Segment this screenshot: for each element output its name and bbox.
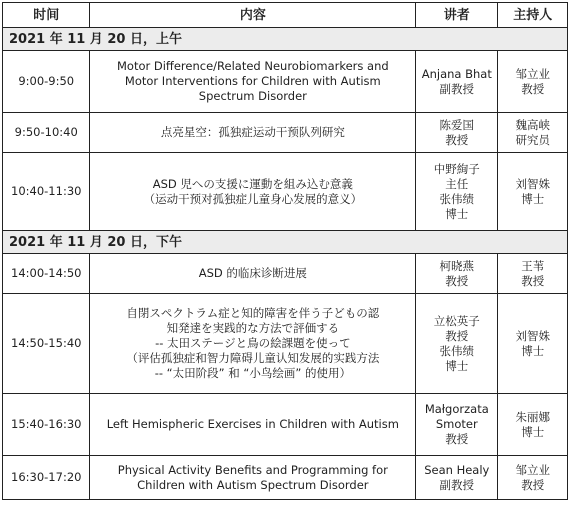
content-cell: [90, 254, 416, 294]
speaker-line: Smoter: [435, 417, 478, 431]
time-cell: 9:50-10:40: [3, 113, 90, 153]
time-cell: 10:40-11:30: [3, 153, 90, 231]
header-speaker: 讲者: [416, 3, 498, 28]
speaker-cell: [416, 113, 498, 153]
schedule-body: [3, 28, 568, 500]
content-cell: [90, 294, 416, 394]
speaker-line: 主任: [445, 176, 469, 191]
content-line: 自閉スペクトラム症と知的障害を伴う子どもの認: [126, 306, 380, 320]
header-row: [3, 3, 568, 28]
content-cell: [90, 153, 416, 231]
table-row: [3, 254, 568, 294]
content-line: 知発達を実践的な方法で評価する: [166, 321, 340, 335]
section-morning-label: 2021 年 11 月 20 日，上午: [3, 28, 568, 51]
host-line: 教授: [521, 273, 545, 288]
content-line: Motor Interventions for Children with Autism: [124, 74, 381, 88]
content-line: -- “太田阶段” 和 “小鸟绘画” 的使用）: [154, 366, 351, 380]
table-row: [3, 456, 568, 500]
speaker-line: 教授: [445, 132, 469, 147]
speaker-line: 副教授: [439, 477, 475, 492]
host-line: 魏高峡: [515, 117, 550, 132]
speaker-line: 教授: [445, 328, 469, 343]
time-cell: 16:30-17:20: [3, 456, 90, 500]
schedule-table: [2, 2, 568, 500]
speaker-line: Małgorzata: [424, 402, 489, 416]
section-afternoon: [3, 231, 568, 254]
speaker-line: 博士: [445, 206, 469, 221]
content-line: ASD 児への支援に運動を組み込む意義: [152, 176, 353, 191]
content-cell: [90, 456, 416, 500]
speaker-cell: [416, 254, 498, 294]
host-line: 朱丽娜: [515, 409, 550, 424]
speaker-line: 博士: [445, 358, 469, 373]
time-cell: 14:00-14:50: [3, 254, 90, 294]
host-line: 教授: [521, 81, 545, 96]
table-row: [3, 153, 568, 231]
host-cell: [498, 456, 568, 500]
time-cell: 9:00-9:50: [3, 51, 90, 113]
speaker-cell: [416, 153, 498, 231]
speaker-line: 教授: [445, 432, 469, 446]
host-cell: [498, 394, 568, 456]
content-cell: [90, 51, 416, 113]
header-host: 主持人: [498, 3, 568, 28]
content-cell: [90, 113, 416, 153]
host-cell: [498, 153, 568, 231]
speaker-line: Anjana Bhat: [421, 66, 492, 81]
table-row: [3, 294, 568, 394]
host-line: 王苇: [521, 258, 545, 273]
speaker-cell: [416, 51, 498, 113]
content-line: Physical Activity Benefits and Programming for: [117, 462, 388, 477]
host-line: 刘智姝: [515, 328, 550, 343]
content-line: ASD 的临床诊断进展: [198, 266, 307, 280]
table-row: [3, 113, 568, 153]
host-line: 博士: [521, 343, 545, 358]
host-line: 研究员: [515, 132, 550, 147]
speaker-line: 中野絢子: [433, 161, 480, 176]
table-row: [3, 394, 568, 456]
speaker-line: 柯晓燕: [439, 258, 475, 273]
speaker-line: 教授: [445, 273, 469, 288]
speaker-line: 陈爱国: [439, 117, 475, 132]
host-cell: [498, 113, 568, 153]
content-line: Left Hemispheric Exercises in Children with Autism: [106, 417, 399, 431]
host-line: 邹立业: [515, 66, 550, 81]
speaker-line: 张伟绩: [439, 343, 475, 358]
speaker-cell: [416, 394, 498, 456]
content-cell: [90, 394, 416, 456]
host-cell: [498, 294, 568, 394]
content-line: （评估孤独症和智力障碍儿童认知发展的实践方法: [126, 351, 380, 365]
content-line: （运动干预对孤独症儿童身心发展的意义）: [143, 191, 363, 206]
speaker-cell: [416, 456, 498, 500]
header-time: 时间: [3, 3, 90, 28]
section-morning: [3, 28, 568, 51]
speaker-line: 张伟绩: [439, 191, 475, 206]
host-line: 教授: [521, 477, 545, 492]
content-line: Motor Difference/Related Neurobiomarkers and: [116, 59, 389, 73]
speaker-line: 副教授: [439, 81, 475, 96]
host-line: 邹立业: [515, 462, 550, 477]
content-line: -- 太田ステージと鳥の絵課題を使って: [155, 336, 351, 350]
host-cell: [498, 254, 568, 294]
host-line: 刘智姝: [515, 176, 550, 191]
host-line: 博士: [521, 191, 545, 206]
time-cell: 14:50-15:40: [3, 294, 90, 394]
speaker-line: 立松英子: [433, 313, 480, 328]
content-line: Children with Autism Spectrum Disorder: [137, 477, 369, 492]
speaker-line: Sean Healy: [424, 462, 490, 477]
host-line: 博士: [521, 424, 545, 439]
time-cell: 15:40-16:30: [3, 394, 90, 456]
host-cell: [498, 51, 568, 113]
table-row: [3, 51, 568, 113]
section-afternoon-label: 2021 年 11 月 20 日，下午: [3, 231, 568, 254]
content-line: Spectrum Disorder: [198, 89, 307, 103]
header-content: 内容: [90, 3, 416, 28]
speaker-cell: [416, 294, 498, 394]
content-line: 点亮星空：孤独症运动干预队列研究: [160, 125, 345, 139]
